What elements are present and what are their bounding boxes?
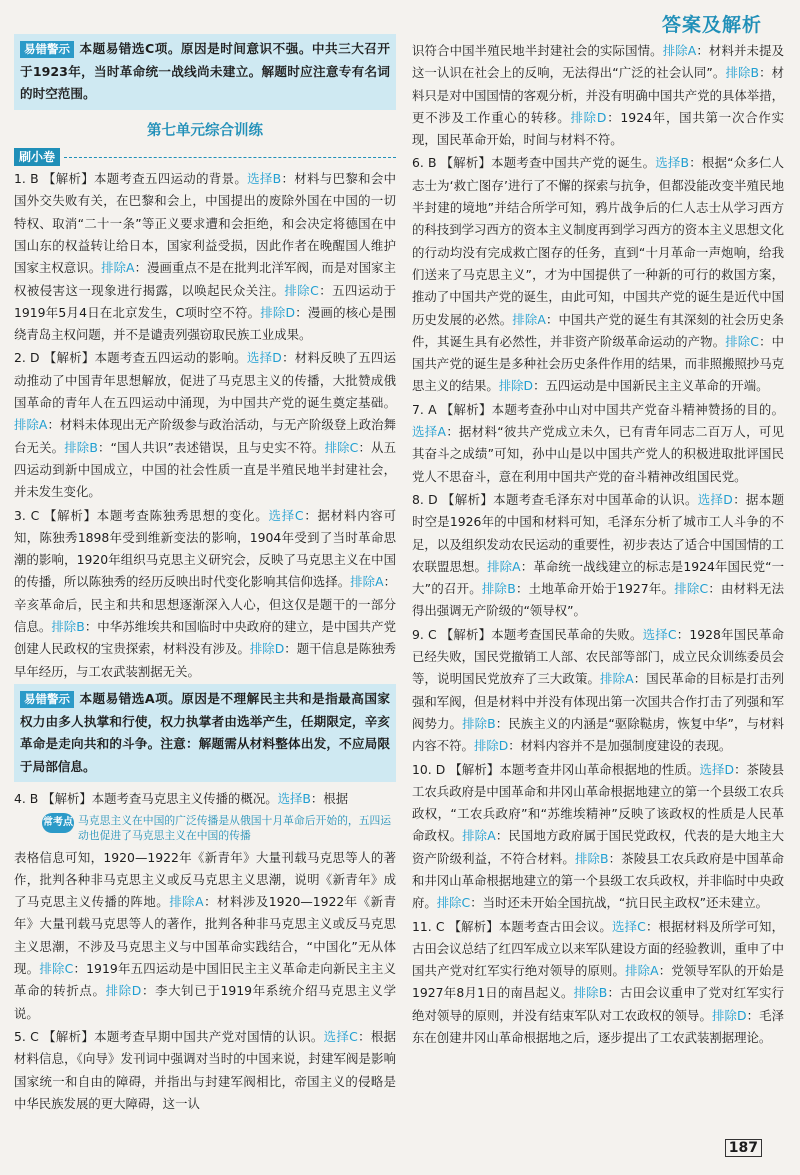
keyword-highlight: 选择B (655, 155, 689, 171)
keyword-highlight: 排除C (324, 439, 359, 455)
warning-tag: 易错警示 (20, 691, 74, 708)
page-header-title: 答案及解析 (661, 14, 762, 36)
error-warning-box-2 (14, 684, 396, 782)
warning-text: 本题易错选C项。原因是时间意识不强。中共三大召开于1923年，当时革命统一战线尚未建立。解题时应注意专有名词的时空范围。 (20, 41, 390, 102)
answer-1: 1. B 【解析】本题考查五四运动的背景。选择B：材料与巴黎和会中国外交失败有关，在巴黎和会上，中国提出的废除外国在中国的一切特权、取消“二十一条”等正义要求遭和会拒绝，和会决定将德国在中国山东的权益转让给日本，国家利益受损，因此作者在晚醒国人维护国家主权意识。排除A：漫画重点不是在批判北洋军阀，而是对国家主权被侵害这一现象进行揭露，以唤起民众关注。排除C：五四运动于1919年5月4日在北京发生，C项时空不符。排除D：漫画的核心是围绕青岛主权问题，并不是谴责列强窃取民族工业成果。 (14, 171, 397, 343)
keyword-highlight: 排除C (284, 282, 319, 298)
keyword-highlight: 选择D (699, 761, 734, 777)
answer-6: 6. B 【解析】本题考查中国共产党的诞生。选择B：根据“众多仁人志士为‘救亡图存’进行了不懈的探索与抗争，但都没能改变半殖民地半封建的境地”并结合所学可知，鸦片战争后的仁人志士从学习西方的科技到学习西方的资本主义制度再到学习西方的资本主义思想文化的行动均没有完成救亡图存的任务，直到“十月革命一声炮响，给我们送来了马克思主义”，才为中国提供了一种新的可行的救国方案，推动了中国共产党的诞生，由此可知，中国共产党的诞生是近代中国历史发展的必然。排除A：中国共产党的诞生有其深刻的社会历史条件，其诞生具有必然性，并非资产阶级革命运动的产物。排除C：中国共产党的诞生是多种社会历史条件作用的结果，而非照搬照抄马克思主义的结果。排除D：五四运动是中国新民主主义革命的开端。 (412, 155, 785, 394)
answer-4-part1: 4. B 【解析】本题考查马克思主义传播的概况。选择B：根据 (14, 791, 349, 807)
keyword-highlight: 排除B (462, 715, 496, 731)
keyword-highlight: 选择B (277, 791, 311, 807)
keyword-highlight: 排除A (350, 574, 384, 590)
keyword-highlight: 排除A (625, 963, 659, 979)
keyword-highlight: 排除B (51, 619, 85, 635)
keyword-highlight: 排除A (101, 260, 135, 276)
dashed-divider (64, 157, 396, 158)
keyword-highlight: 排除D (260, 304, 296, 320)
keyword-highlight: 排除B (574, 850, 609, 866)
keyword-highlight: 选择D (697, 491, 733, 507)
keyword-highlight: 排除C (39, 961, 74, 977)
keyword-highlight: 排除D (249, 641, 285, 657)
keyword-highlight: 排除A (169, 894, 204, 910)
keyword-highlight: 排除D (498, 378, 534, 394)
key-point-note (42, 813, 396, 843)
keyword-highlight: 选择B (247, 171, 282, 187)
keyword-highlight: 排除D (473, 738, 509, 754)
keyword-highlight: 排除B (573, 985, 608, 1001)
keyword-highlight: 选择C (268, 507, 304, 523)
page-number: 187 (725, 1139, 762, 1157)
answer-8: 8. D 【解析】本题考查毛泽东对中国革命的认识。选择D：据本题时空是1926年的中国和材料可知，毛泽东分析了城市工人斗争的不足，以及组织发动农民运动的重要性，初步表达了适合中国国情的工农联盟思想。排除A：革命统一战线建立的标志是1924年国民党“一大”的召开。排除B：土地革命开始于1927年。排除C：由材料无法得出强调无产阶级的“领导权”。 (412, 491, 785, 619)
answer-10: 10. D 【解析】本题考查井冈山革命根据地的性质。选择D：茶陵县工农兵政府是中国革命和井冈山革命根据地建立的第一个县级工农兵政权，“工农兵政府”和“苏维埃精神”反映了该政权的性质是人民革命政权。排除A：民国地方政府属于国民党政权，代表的是大地主大资产阶级利益，不符合材料。排除B：茶陵县工农兵政府是中国革命和井冈山革命根据地建立的第一个县级工农兵政权，并非临时中央政府。排除C：当时还未开始全国抗战，“抗日民主政权”还未建立。 (412, 761, 785, 911)
key-point-text: 马克思主义在中国的广泛传播是从俄国十月革命后开始的，五四运动也促进了马克思主义在中国的传播 (78, 813, 392, 842)
keyword-highlight: 选择D (246, 350, 282, 366)
answer-9: 9. C 【解析】本题考查国民革命的失败。选择C：1928年国民革命已经失败，国民党撤销工人部、农民部等部门，成立民众训练委员会等，说明国民党放弃了三大政策。排除A：国民革命的目标是打击列强和军阀，但是材料中并没有体现出第一次国共合作打击了列强和军阀势力。排除B：民族主义的内涵是“驱除鞑虏，恢复中华”，与材料内容不符。排除D：材料内容并不是加强制度建设的表现。 (412, 626, 784, 754)
warning-tag: 易错警示 (20, 41, 74, 58)
keyword-highlight: 排除B (725, 65, 759, 81)
keyword-highlight: 排除A (662, 43, 697, 58)
answer-4-part2: 表格信息可知，1920—1922年《新青年》大量刊载马克思等人的著作，批判各种非马克思主义或反马克思主义思潮，说明《新青年》成了马克思主义传播的阵地。排除A：材料涉及1920—1922年《新青年》大量刊载马克思等人的著作，批判各种非马克思主义或反马克思主义思潮，不涉及马克思主义与中国革命实践结合，“中国化”无从体现。排除C：1919年五四运动是中国旧民主主义革命走向新民主主义革命的转折点。排除D：李大钊已于1919年系统介绍马克思主义学说。 (14, 849, 397, 1021)
keyword-highlight: 排除C (725, 333, 759, 349)
keyword-highlight: 排除D (570, 109, 607, 125)
keyword-highlight: 排除C (436, 895, 471, 911)
left-column (14, 34, 396, 1116)
answer-7: 7. A 【解析】本题考查孙中山对中国共产党奋斗精神赞扬的目的。选择A：据材料“彼共产党成立未久，已有青年同志二百万人，可见其奋斗之成绩”可知，孙中山是以中国共产党人的积极进取批评国民党人不思奋斗，意在利用中国共产党的奋斗精神改组国民党。 (412, 401, 784, 484)
section-tag: 刷小卷 (14, 148, 60, 166)
keyword-highlight: 排除D (105, 983, 142, 999)
section-tag-row (14, 148, 396, 166)
keyword-highlight: 排除A (487, 558, 521, 574)
keyword-highlight: 选择C (642, 626, 677, 642)
error-warning-box-1 (14, 34, 396, 110)
keyword-highlight: 排除D (711, 1007, 747, 1023)
keyword-highlight: 选择C (611, 918, 646, 934)
keyword-highlight: 选择C (323, 1028, 358, 1044)
right-column (412, 40, 784, 1050)
unit-title: 第七单元综合训练 (147, 122, 263, 139)
warning-text: 本题易错选A项。原因是不理解民主共和是指最高国家权力由多人执掌和行使，权力执掌者由选举产生，任期限定，辛亥革命是走向共和的斗争。注意：解题需从材料整体出发，不应局限于局部信息。 (20, 690, 390, 774)
keyword-highlight: 选择A (412, 424, 446, 440)
keyword-highlight: 排除C (674, 581, 709, 597)
keyword-highlight: 排除A (14, 417, 48, 433)
answer-5-part1: 5. C 【解析】本题考查早期中国共产党对国情的认识。选择C：根据材料信息，《向导》发刊词中强调对当时的中国来说，封建军阀是影响国家统一和自由的障碍，并指出与封建军阀相比，帝国主义的侵略是中华民族发展的更大障碍，这一认 (14, 1028, 397, 1111)
keyword-highlight: 排除B (481, 581, 516, 597)
keyword-highlight: 排除A (462, 828, 496, 844)
answer-2: 2. D 【解析】本题考查五四运动的影响。选择D：材料反映了五四运动推动了中国青年思想解放，促进了马克思主义的传播，大批赞成俄国革命的青年人在五四运动中涌现，为中国共产党的诞生奠定基础。排除A：材料未体现出无产阶级参与政治活动，与无产阶级登上政治舞台无关。排除B：“国人共识”表述错误，且与史实不符。排除C：从五四运动到新中国成立，中国的社会性质一直是半殖民地半封建社会，并未发生变化。 (14, 350, 397, 500)
answer-5-part2: 识符合中国半殖民地半封建社会的实际国情。排除A：材料并未提及这一认识在社会上的反响，无法得出“广泛的社会认同”。排除B：材料只是对中国国情的客观分析，并没有明确中国共产党的具体举措，更不涉及工作重心的转移。排除D：1924年，国共第一次合作实现，国民革命开始，时间与材料不符。 (412, 43, 784, 148)
keyword-highlight: 排除B (64, 439, 98, 455)
key-point-icon: 常考点 (42, 813, 74, 833)
answer-11: 11. C 【解析】本题考查古田会议。选择C：根据材料及所学可知，古田会议总结了红四军成立以来军队建设方面的经验教训，重申了中国共产党对红军实行绝对领导的原则。排除A：党领导军队的开始是1927年8月1日的南昌起义。排除B：古田会议重申了党对红军实行绝对领导的原则，并没有结束军队对工农政权的领导。排除D：毛泽东在创建井冈山革命根据地之后，逐步提出了工农武装割据理论。 (412, 918, 785, 1046)
answer-3: 3. C 【解析】本题考查陈独秀思想的变化。选择C：据材料内容可知，陈独秀1898年受到维新变法的影响，1904年受到了当时革命思潮的影响，1920年组织马克思主义研究会，反映了马克思主义在中国的传播，所以陈独秀的经历反映出时代变化影响其信仰选择。排除A：辛亥革命后，民主和共和思想逐渐深入人心，但这仅是题干的一部分信息。排除B：中华苏维埃共和国临时中央政府的建立，是中国共产党创建人民政权的宝贵探索，材料没有涉及。排除D：题干信息是陈独秀早年经历，与工农武装割据无关。 (14, 507, 397, 679)
keyword-highlight: 排除A (512, 311, 546, 327)
keyword-highlight: 排除A (600, 671, 634, 687)
